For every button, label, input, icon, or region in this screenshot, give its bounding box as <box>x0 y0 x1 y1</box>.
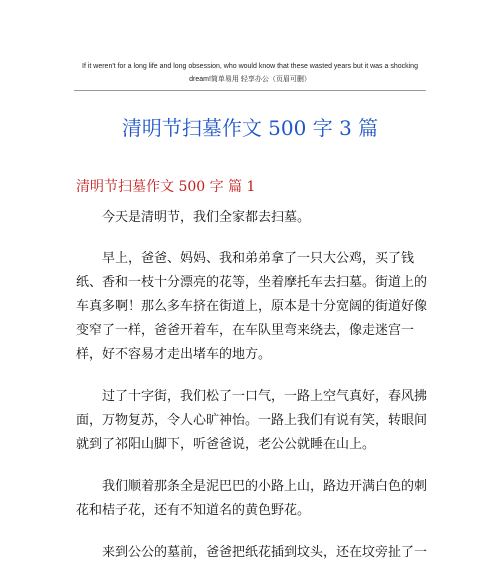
paragraph: 我们顺着那条全是泥巴巴的小路上山，路边开满白色的刺花和桔子花，还有不知道名的黄色野花。 <box>76 479 428 518</box>
section-heading: 清明节扫墓作文 500 字 篇 1 <box>76 179 256 195</box>
paragraph: 来到公公的墓前，爸爸把纸花插到坟头，还在坟旁扯了一 <box>102 545 428 560</box>
paragraph: 过了十字街，我们松了一口气，一路上空气真好，春风拂面，万物复苏，令人心旷神怡。一路上我们有说有笑，转眼间就到了祁阳山脚下，听爸爸说，老公公就睡在山上。 <box>76 389 428 452</box>
header-line-2: dream!简单易用 轻享办公（页眉可删） <box>189 76 311 83</box>
paragraph: 早上，爸爸、妈妈、我和弟弟拿了一只大公鸡，买了钱纸、香和一枝十分漂亮的花等，坐着摩托车去扫墓。街道上的车真多啊！那么多车挤在街道上，原本是十分宽阔的街道好像变窄了一样，爸爸开着车，在车队里弯来绕去，像走迷宫一样，好不容易才走出堵车的地方。 <box>76 251 428 362</box>
page-header <box>0 60 500 86</box>
header-divider <box>74 90 426 91</box>
header-line-1: If it weren't for a long life and long obsession, who would know that these wasted years but it was a shocking <box>82 63 418 70</box>
paragraph: 今天是清明节，我们全家都去扫墓。 <box>102 210 311 225</box>
document-title: 清明节扫墓作文 500 字 3 篇 <box>121 116 379 140</box>
